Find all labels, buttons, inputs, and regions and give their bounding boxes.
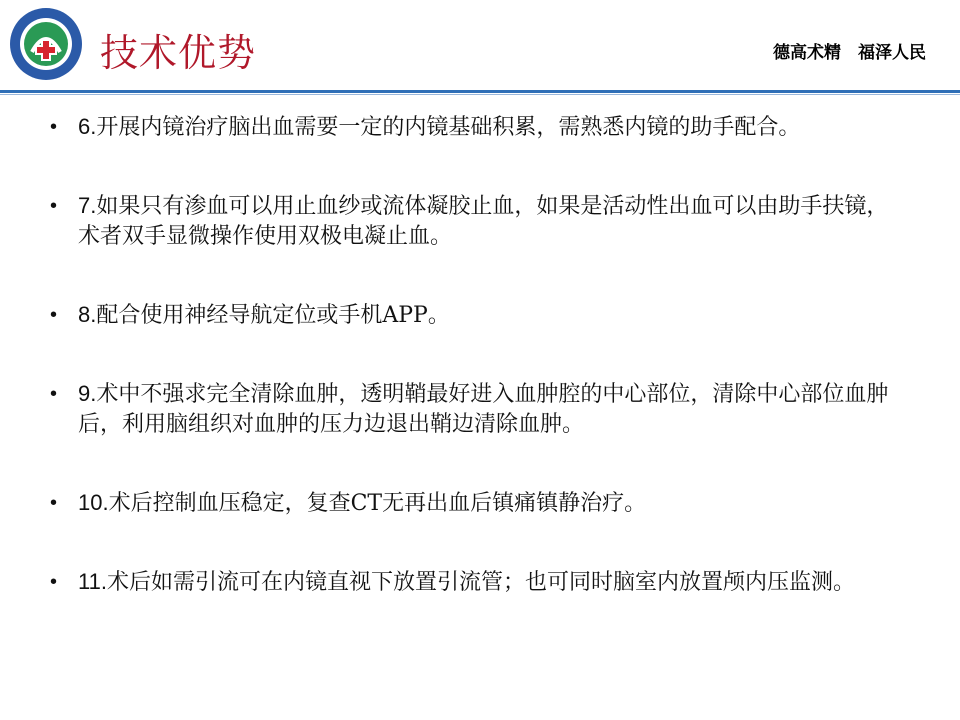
header-divider-thin [0, 94, 960, 95]
hospital-logo [8, 6, 84, 82]
item-number: 7. [78, 193, 97, 218]
item-number: 9. [78, 381, 97, 406]
item-text: 术后如需引流可在内镜直视下放置引流管；也可同时脑室内放置颅内压监测。 [106, 570, 855, 595]
item-text: 术后控制血压稳定，复查CT无再出血后镇痛镇静治疗。 [108, 491, 647, 516]
item-number: 10. [78, 490, 109, 515]
list-item [50, 112, 910, 143]
item-number: 8. [78, 302, 97, 327]
hospital-motto: 德高术精 福泽人民 [773, 43, 926, 63]
item-number: 11. [78, 569, 107, 594]
bullet-dot: • [50, 195, 58, 217]
item-text: 术中不强求完全清除血肿，透明鞘最好进入血肿腔的中心部位，清除中心部位血肿后，利用脑组织对血肿的压力边退出鞘边清除血肿。 [78, 382, 889, 437]
bullet-dot: • [50, 116, 58, 138]
bullet-dot: • [50, 304, 58, 326]
page-title: 技术优势 [100, 31, 257, 75]
list-item [50, 379, 910, 440]
bullet-dot: • [50, 383, 58, 405]
header-divider [0, 90, 960, 93]
list-item [50, 567, 910, 598]
bullet-dot: • [50, 492, 58, 514]
list-item [50, 191, 910, 252]
list-item [50, 488, 910, 519]
item-text: 如果只有渗血可以用止血纱或流体凝胶止血，如果是活动性出血可以由助手扶镜，术者双手显微操作使用双极电凝止血。 [78, 194, 889, 249]
list-item [50, 300, 910, 331]
item-text: 开展内镜治疗脑出血需要一定的内镜基础积累，需熟悉内镜的助手配合。 [96, 115, 801, 140]
bullet-list [50, 112, 910, 598]
slide-header [0, 0, 960, 92]
item-text: 配合使用神经导航定位或手机APP。 [96, 303, 450, 328]
bullet-dot: • [50, 571, 58, 593]
item-number: 6. [78, 114, 97, 139]
